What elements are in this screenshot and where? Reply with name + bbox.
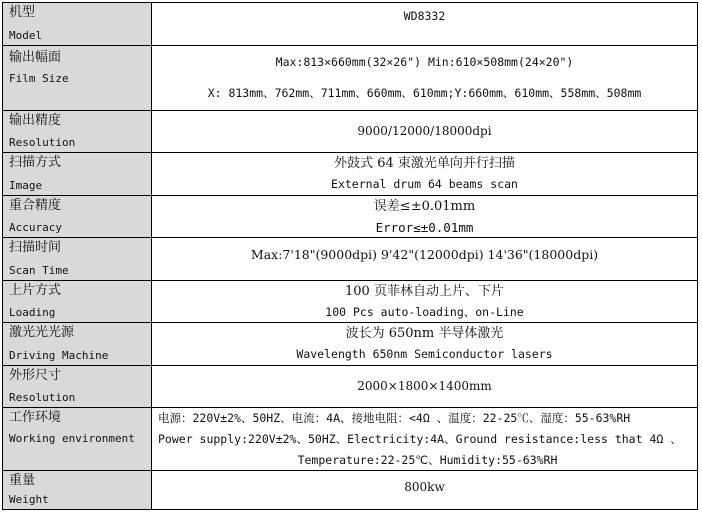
value-cell	[152, 111, 697, 152]
value-text: 800kw	[404, 480, 445, 494]
label-cell	[3, 281, 152, 322]
value-text: Wavelength 650nm Semiconductor lasers	[296, 347, 553, 361]
label-english: Resolution	[9, 391, 76, 404]
label-english: Model	[9, 29, 43, 42]
label-chinese: 上片方式	[9, 283, 62, 298]
table-row-resolution	[3, 111, 697, 153]
label-cell	[3, 238, 152, 280]
value-cell	[152, 238, 697, 280]
value-text: X: 813mm、762mm、711mm、660mm、610mm;Y:660mm、610mm、558mm、508mm	[207, 86, 642, 100]
label-cell	[3, 196, 152, 237]
value-cell	[152, 196, 697, 237]
label-chinese: 工作环境	[9, 410, 62, 425]
value-cell	[152, 281, 697, 322]
label-cell	[3, 323, 152, 365]
value-text: 外鼓式 64 束激光单向并行扫描	[334, 156, 515, 171]
table-row-dimensions	[3, 366, 697, 408]
label-english: Accuracy	[9, 221, 62, 234]
label-english: Resolution	[9, 136, 76, 149]
table-row-driving-machine	[3, 323, 697, 366]
table-row-weight	[3, 471, 697, 509]
value-cell	[152, 366, 697, 407]
value-cell	[152, 153, 697, 195]
table-row-loading	[3, 281, 697, 323]
value-text: 100 页菲林自动上片、下片	[345, 283, 504, 299]
label-cell	[3, 366, 152, 407]
label-chinese: 重合精度	[9, 198, 62, 213]
value-cell	[152, 46, 697, 110]
value-text: External drum 64 beams scan	[331, 177, 518, 191]
value-text: Error≤±0.01mm	[375, 219, 474, 235]
spec-table	[2, 2, 698, 510]
label-chinese: 扫描时间	[9, 240, 62, 255]
value-text: Temperature:22-25℃、Humidity:55-63%RH	[297, 452, 558, 467]
label-chinese: 重量	[9, 473, 36, 488]
label-chinese: 扫描方式	[9, 155, 62, 170]
table-row-accuracy	[3, 196, 697, 238]
label-english: Working environment	[9, 432, 135, 445]
value-text: Max:7'18"(9000dpi) 9'42"(12000dpi) 14'36"(18000dpi)	[250, 247, 599, 262]
table-row-image	[3, 153, 697, 196]
value-text: 100 Pcs auto-loading、on-Line	[325, 304, 524, 319]
value-text: 波长为 650nm 半导体激光	[345, 326, 504, 341]
value-text: WD8332	[403, 9, 446, 23]
label-english: Scan Time	[9, 264, 69, 277]
table-row-working-environment	[3, 408, 697, 471]
value-text: 9000/12000/18000dpi	[357, 124, 492, 138]
label-english: Image	[9, 179, 43, 192]
label-cell	[3, 46, 152, 110]
table-row-film-size	[3, 46, 697, 111]
table-row-model	[3, 3, 697, 46]
label-chinese: 机型	[9, 5, 36, 20]
label-cell	[3, 3, 152, 45]
label-cell	[3, 153, 152, 195]
value-cell	[152, 408, 697, 470]
value-text: 2000×1800×1400mm	[357, 379, 492, 393]
label-english: Film Size	[9, 72, 69, 85]
label-chinese: 激光光光源	[9, 325, 75, 340]
label-cell	[3, 408, 152, 470]
value-text: 误差≤±0.01mm	[373, 198, 476, 214]
label-english: Driving Machine	[9, 349, 109, 362]
label-chinese: 外形尺寸	[9, 368, 62, 383]
label-english: Weight	[9, 493, 49, 506]
table-row-scan-time	[3, 238, 697, 281]
label-cell	[3, 111, 152, 152]
label-chinese: 输出幅面	[9, 50, 62, 65]
value-cell	[152, 323, 697, 365]
label-chinese: 输出精度	[9, 113, 62, 128]
value-text: Power supply:220V±2%、50HZ、Electricity:4A、Ground resistance:less that 4Ω 、	[158, 431, 682, 446]
value-cell	[152, 3, 697, 45]
label-cell	[3, 471, 152, 509]
value-cell	[152, 471, 697, 509]
value-text: 电源：220V±2%、50HZ、电流：4A、接地电阻：<4Ω 、温度：22-25℃、湿度：55-63%RH	[158, 410, 631, 425]
label-english: Loading	[9, 306, 56, 319]
value-text: Max:813×660mm(32×26") Min:610×508mm(24×20")	[275, 55, 574, 69]
